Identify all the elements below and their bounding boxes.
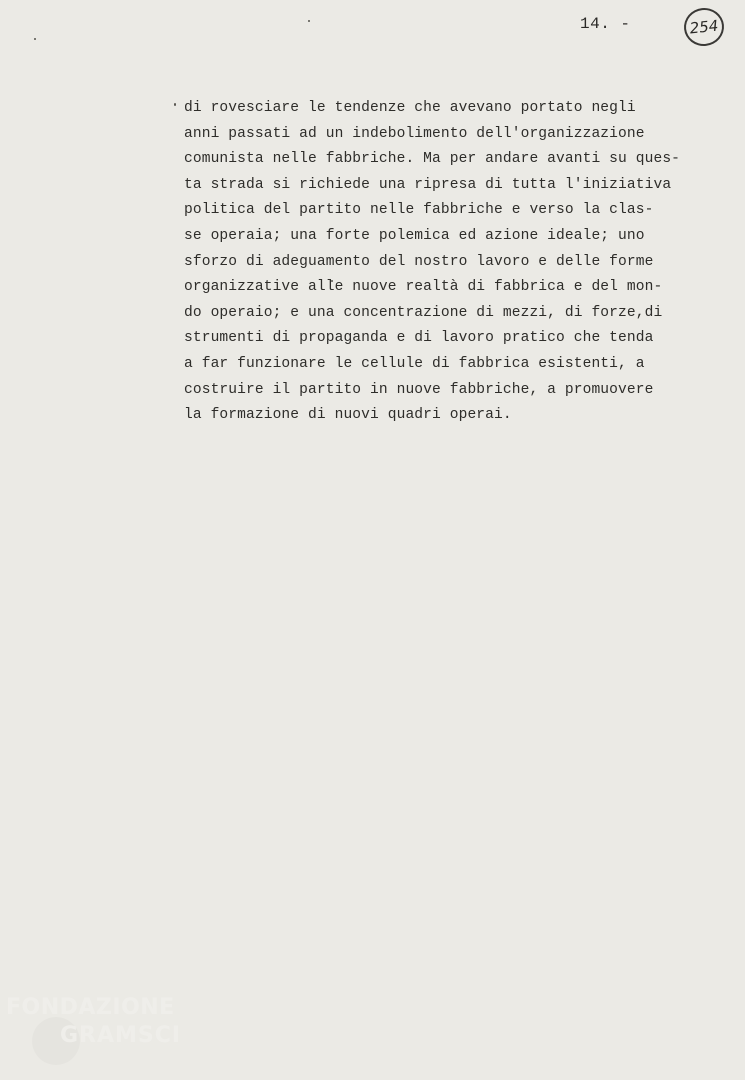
text-line: costruire il partito in nuove fabbriche, a promuovere: [184, 381, 654, 398]
text-line: sforzo di adeguamento del nostro lavoro e delle forme: [184, 253, 654, 270]
watermark-line-2: GRAMSCI: [60, 1023, 182, 1048]
text-line: organizzative alle nuove realtà di fabbrica e del mon-: [184, 279, 663, 296]
text-line: comunista nelle fabbriche. Ma per andare avanti su ques-: [184, 151, 681, 168]
text-line: di rovesciare le tendenze che avevano portato negli: [184, 100, 636, 116]
watermark-line-1: FONDAZIONE: [6, 995, 175, 1020]
text-line: la formazione di nuovi quadri operai.: [184, 407, 512, 424]
text-line: do operaio; e una concentrazione di mezzi, di forze,di: [184, 304, 663, 321]
text-line: ta strada si richiede una ripresa di tutta l'iniziativa: [184, 176, 672, 193]
paper-speck: [308, 20, 310, 22]
archive-folio-stamp: 254: [682, 6, 726, 48]
paper-speck: [174, 103, 176, 106]
text-line: strumenti di propaganda e di lavoro pratico che tenda: [184, 330, 654, 347]
fondazione-gramsci-watermark: [6, 995, 196, 1070]
page-number: 14. -: [580, 15, 631, 33]
body-paragraph: [184, 96, 684, 429]
text-line: anni passati ad un indebolimento dell'organizzazione: [184, 125, 645, 142]
text-line: a far funzionare le cellule di fabbrica esistenti, a: [184, 355, 645, 372]
text-line: se operaia; una forte polemica ed azione ideale; uno: [184, 227, 645, 244]
text-line: politica del partito nelle fabbriche e verso la clas-: [184, 202, 654, 219]
paper-speck: [34, 38, 36, 40]
